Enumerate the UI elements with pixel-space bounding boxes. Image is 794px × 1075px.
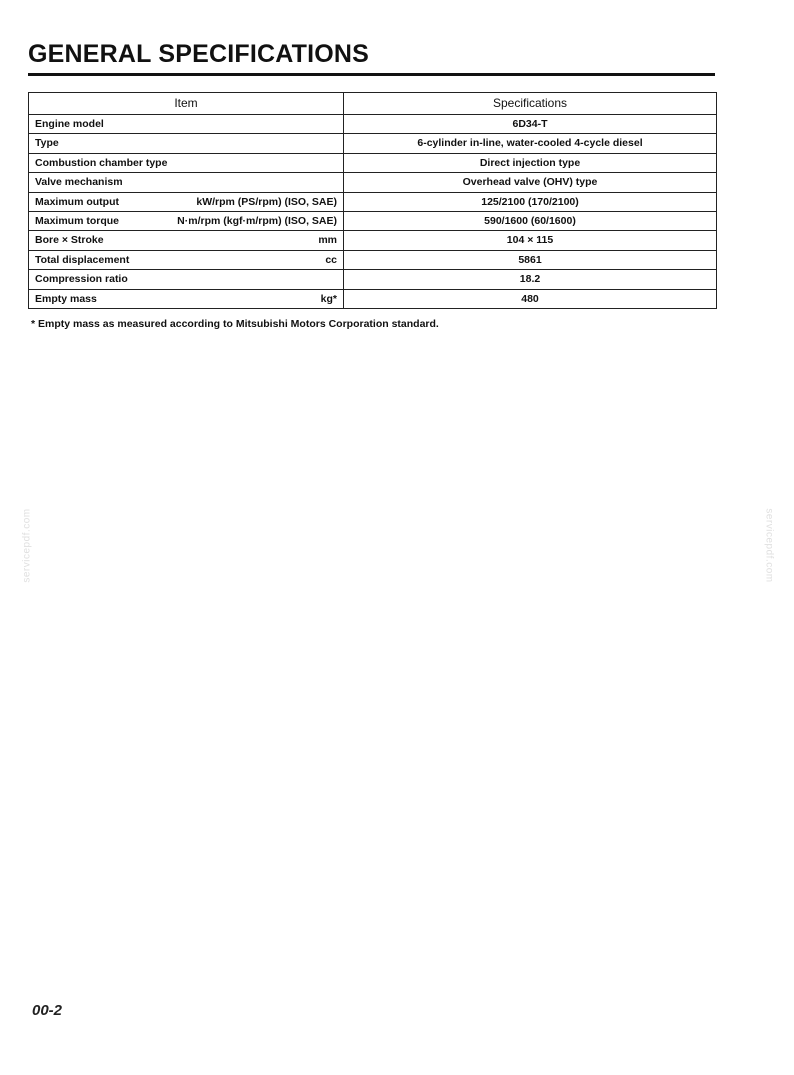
item-cell	[29, 173, 344, 192]
item-cell	[29, 134, 344, 153]
spec-cell: 104 × 115	[344, 231, 717, 250]
table-row	[29, 153, 717, 172]
spec-cell: 125/2100 (170/2100)	[344, 192, 717, 211]
item-label: Compression ratio	[35, 273, 128, 286]
table-row	[29, 250, 717, 269]
table-row	[29, 115, 717, 134]
spec-cell: 6-cylinder in-line, water-cooled 4-cycle diesel	[344, 134, 717, 153]
footnote: * Empty mass as measured according to Mitsubishi Motors Corporation standard.	[31, 318, 439, 330]
item-unit: kW/rpm (PS/rpm) (ISO, SAE)	[196, 195, 337, 208]
title-underline	[28, 73, 715, 76]
item-unit: kg*	[320, 292, 337, 305]
column-header-item: Item	[29, 93, 344, 115]
table-row	[29, 270, 717, 289]
table-row	[29, 134, 717, 153]
item-label: Maximum output	[35, 195, 119, 208]
item-cell	[29, 270, 344, 289]
spec-cell: 590/1600 (60/1600)	[344, 212, 717, 231]
item-cell	[29, 289, 344, 308]
item-cell	[29, 250, 344, 269]
item-label: Maximum torque	[35, 215, 120, 228]
item-cell	[29, 115, 344, 134]
item-cell	[29, 192, 344, 211]
item-label: Engine model	[35, 118, 104, 130]
watermark-left: servicepdf.com	[21, 508, 33, 583]
spec-cell: 5861	[344, 250, 717, 269]
item-unit: N·m/rpm (kgf·m/rpm) (ISO, SAE)	[177, 215, 337, 228]
table-row	[29, 231, 717, 250]
table-row	[29, 192, 717, 211]
spec-cell: Overhead valve (OHV) type	[344, 173, 717, 192]
page-title: GENERAL SPECIFICATIONS	[28, 40, 370, 68]
item-label: Combustion chamber type	[35, 156, 168, 169]
item-unit: mm	[318, 234, 337, 247]
spec-cell: Direct injection type	[344, 153, 717, 172]
table-row	[29, 173, 717, 192]
table-row	[29, 289, 717, 308]
item-cell	[29, 153, 344, 172]
table-row	[29, 212, 717, 231]
item-label: Valve mechanism	[35, 176, 123, 189]
item-label: Total displacement	[35, 253, 130, 266]
item-unit: cc	[325, 253, 337, 266]
item-cell	[29, 212, 344, 231]
column-header-specifications: Specifications	[344, 93, 717, 115]
spec-cell: 480	[344, 289, 717, 308]
specifications-table	[28, 92, 717, 309]
table-header-row	[29, 93, 717, 115]
item-cell	[29, 231, 344, 250]
item-label: Empty mass	[35, 292, 97, 305]
page-number: 00-2	[32, 1002, 63, 1019]
spec-cell: 18.2	[344, 270, 717, 289]
item-label: Type	[35, 137, 59, 150]
spec-cell: 6D34-T	[344, 115, 717, 134]
item-label: Bore × Stroke	[35, 234, 104, 247]
watermark-right: servicepdf.com	[763, 508, 775, 583]
